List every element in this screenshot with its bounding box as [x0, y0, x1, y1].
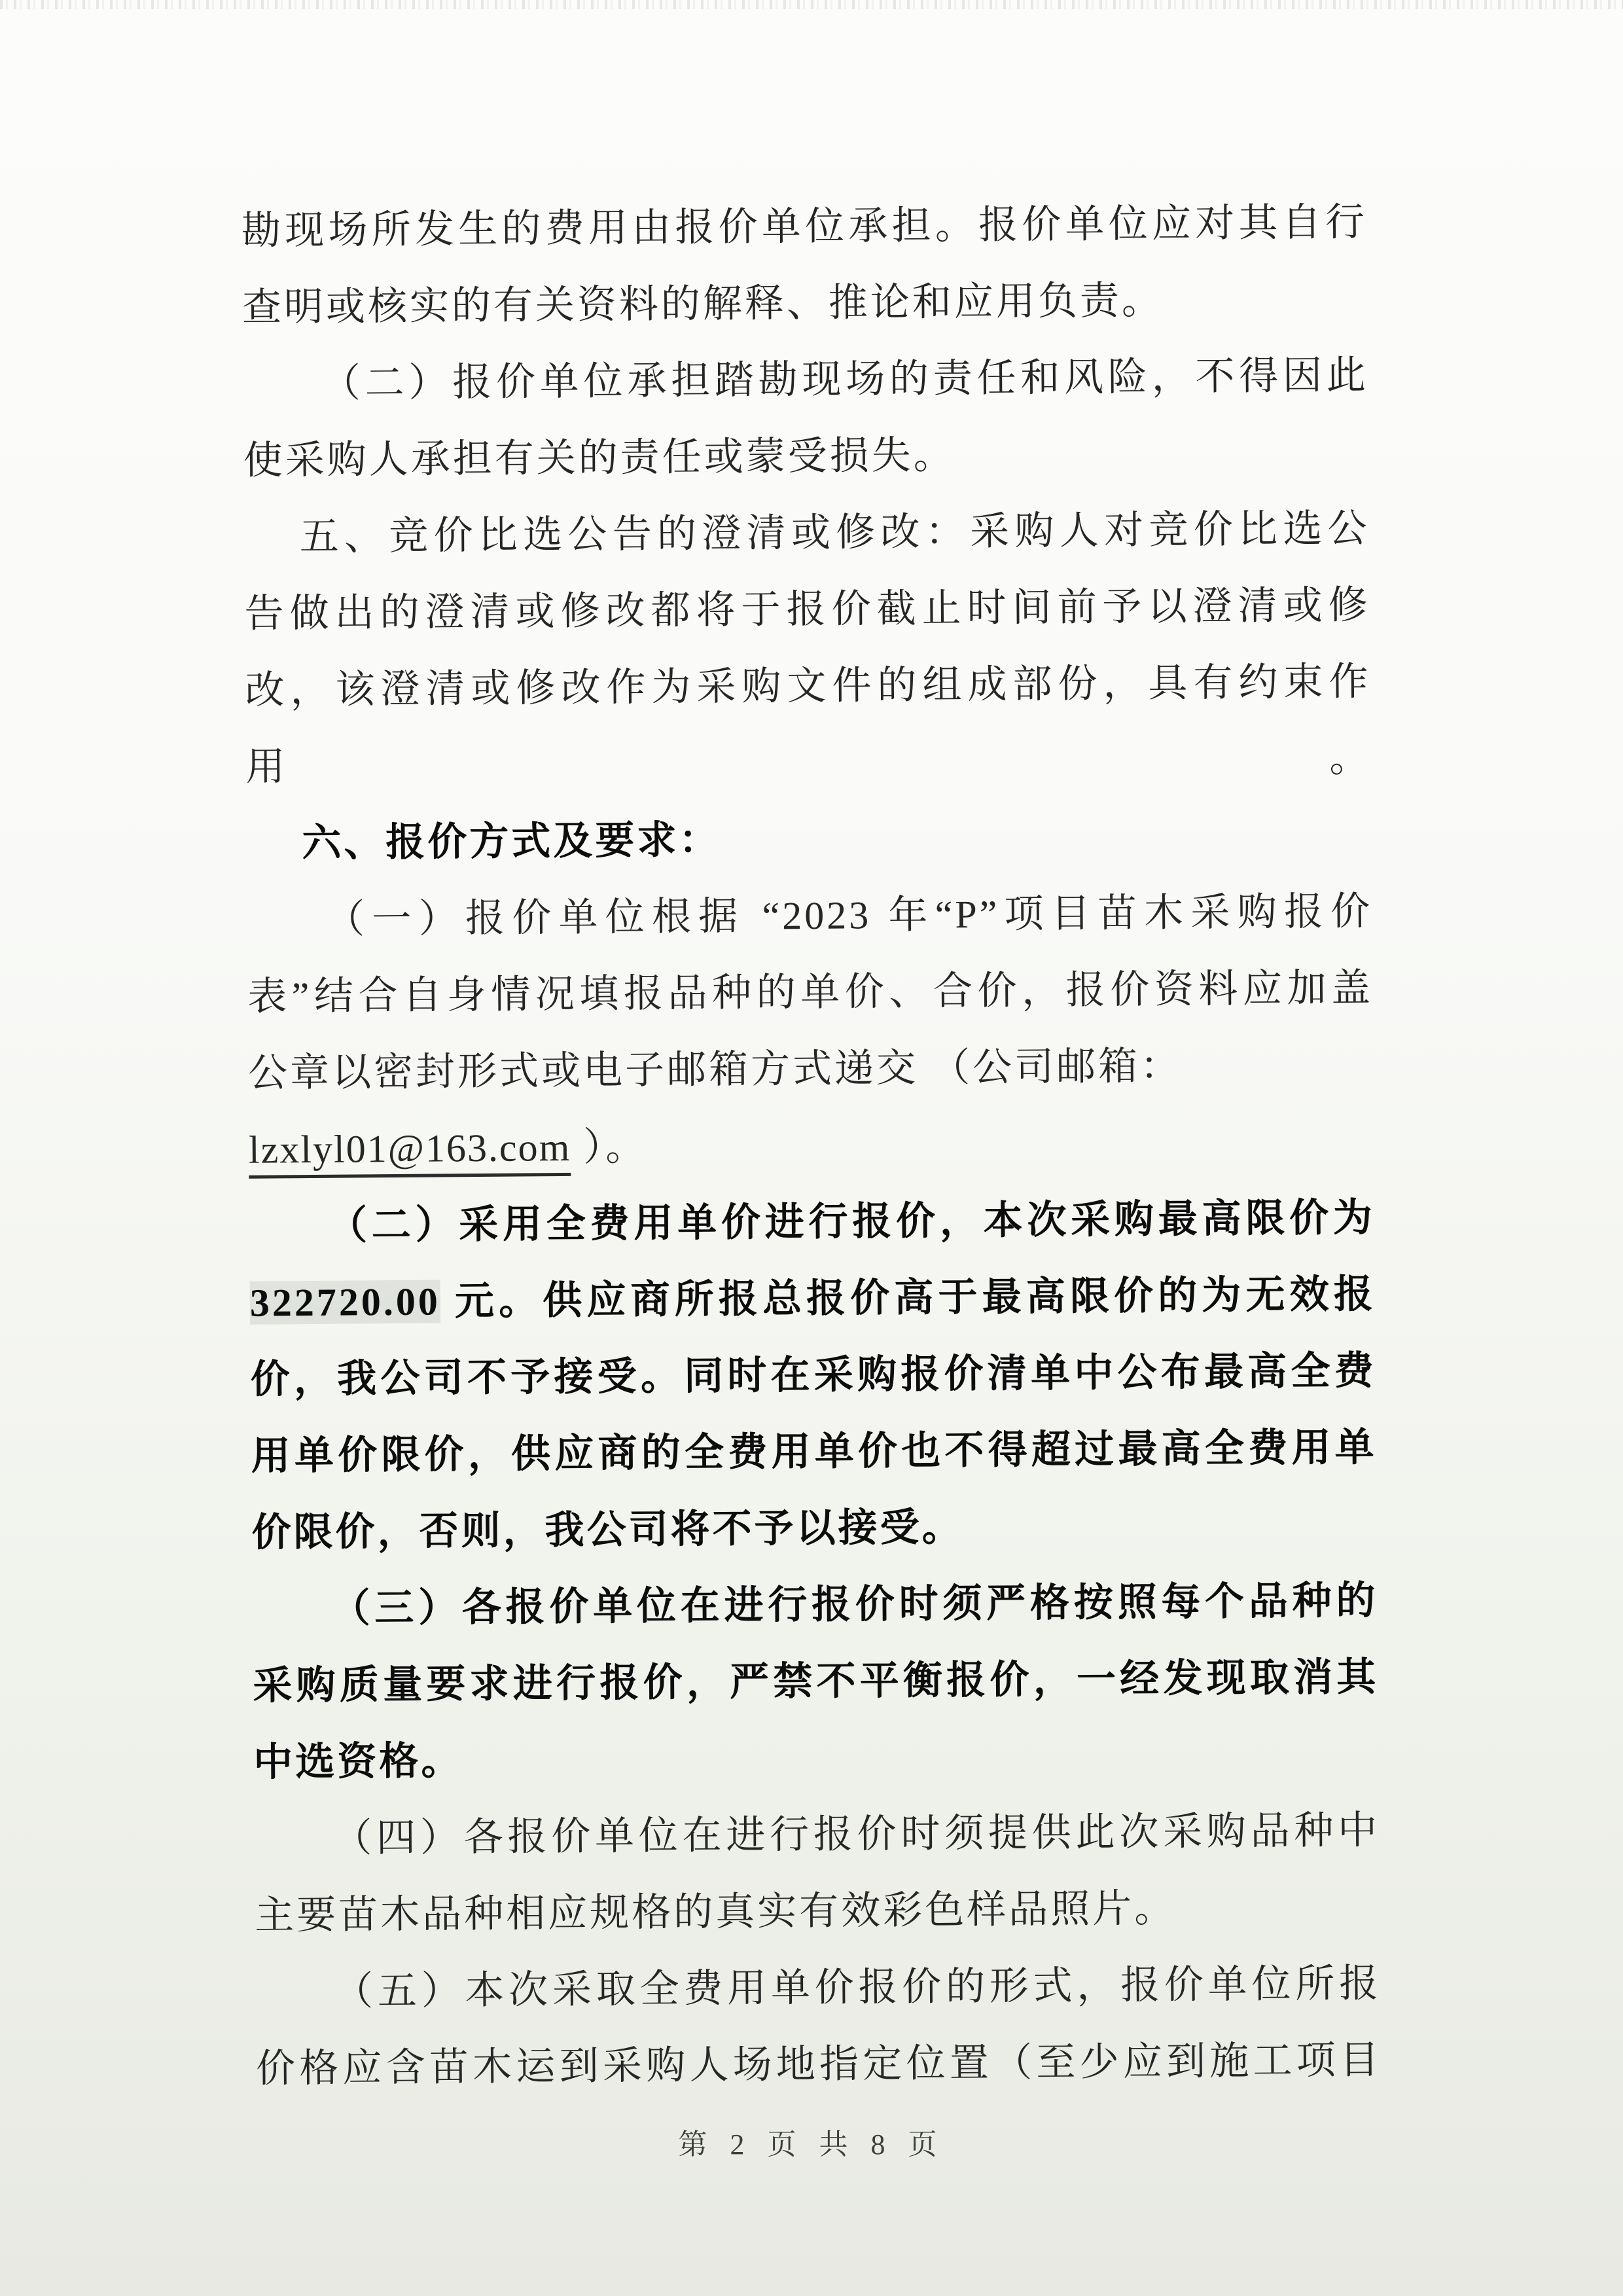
text-line: （二）采用全费用单价进行报价，本次采购最高限价为 [327, 1196, 1376, 1247]
text-line: 价格应含苗木运到采购人场地指定位置（至少应到施工项目 [255, 2038, 1382, 2090]
text-line: 勘现场所发生的费用由报价单位承担。报价单位应对其自行 [241, 200, 1368, 253]
section-heading-6: 六、报价方式及要求： [302, 818, 721, 865]
email-line-suffix: ）。 [570, 1124, 648, 1169]
text-line: 改，该澄清或修改作为采购文件的组成部份，具有约束作用。 [245, 660, 1372, 789]
page-number: 第 2 页 共 8 页 [678, 2128, 945, 2161]
text-line: （四）各报价单位在进行报价时须提供此次采购品种中 [332, 1808, 1380, 1860]
text-line: 告做出的澄清或修改都将于报价截止时间前予以澄清或修 [244, 583, 1370, 636]
text-line: （二）报价单位承担踏勘现场的责任和风险，不得因此 [321, 353, 1369, 405]
text-line: 公章以密封形式或电子邮箱方式递交 （公司邮箱： [247, 1044, 1183, 1095]
section-heading-5: 五、竞价比选公告的澄清或修改：采购人对竞价比选公 [299, 507, 1370, 559]
text-line: 使采购人承担有关的责任或蒙受损失。 [243, 433, 955, 482]
email-address: lzxlyl01@163.com [249, 1126, 571, 1179]
text-line: （五）本次采取全费用单价报价的形式，报价单位所报 [333, 1962, 1382, 2013]
text-line: （三）各报价单位在进行报价时须严格按照每个品种的 [330, 1579, 1378, 1630]
text-line: 查明或核实的有关资料的解释、推论和应用负责。 [241, 278, 1164, 329]
max-price-amount: 322720.00 [249, 1280, 441, 1325]
text-line: 主要苗木品种相应规格的真实有效彩色样品照片。 [254, 1886, 1177, 1937]
email-line [249, 1103, 1375, 1189]
text-line: 用单价限价，供应商的全费用单价也不得超过最高全费用单 [251, 1426, 1377, 1478]
text-line: 表”结合自身情况填报品种的单价、合价，报价资料应加盖 [247, 966, 1374, 1018]
text-line: 价，我公司不予接受。同时在采购报价清单中公布最高全费 [250, 1349, 1376, 1401]
text-line: 价限价，否则，我公司将不予以接受。 [251, 1505, 964, 1554]
scan-noise-edge [0, 0, 1623, 9]
document-text-block [241, 184, 1382, 2107]
text-line: （一）报价单位根据 “2023 年“P”项目苗木采购报价 [325, 889, 1373, 941]
max-price-line [249, 1256, 1376, 1342]
max-price-rest: 元。供应商所报总报价高于最高限价的为无效报 [440, 1272, 1376, 1323]
text-line: 采购质量要求进行报价，严禁不平衡报价，一经发现取消其 [253, 1655, 1379, 1708]
text-line: 中选资格。 [253, 1739, 463, 1784]
